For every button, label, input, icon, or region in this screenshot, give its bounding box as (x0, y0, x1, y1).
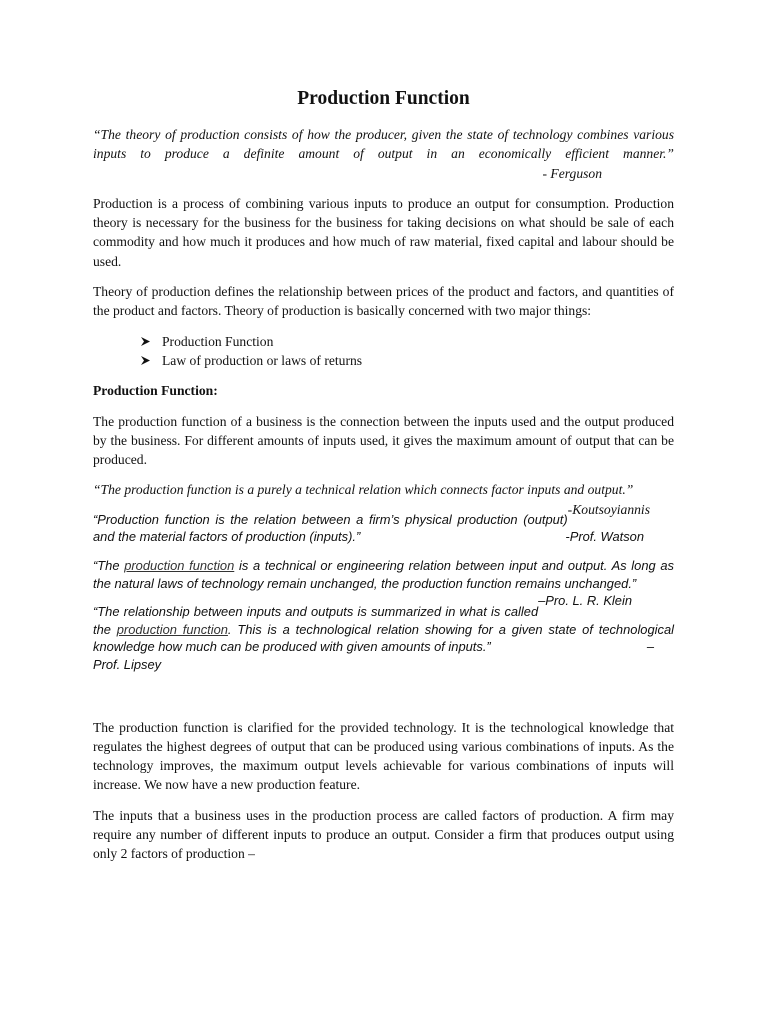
document-page (93, 86, 674, 875)
page-title: Production Function (297, 88, 470, 109)
ferguson-quote-text: “The theory of production consists of how the producer, given the state of technology combines various inputs to produce a definite amount of output in an economically efficient manner.” (93, 127, 674, 162)
production-function-link[interactable]: production function (116, 621, 228, 637)
spacer (93, 685, 674, 718)
bullet-text: Production Function (162, 333, 274, 349)
klein-quote-post: is a technical or engineering relation between input and output. As long as the natural laws of technology remain unchanged, the production function remains unchanged.” (93, 557, 674, 591)
koutsoyiannis-attribution: -Koutsoyiannis (567, 501, 650, 517)
paragraph-production-function-definition: The production function of a business is the connection between the inputs used and the output produced by the business. For different amounts of inputs used, it gives the maximum amount of output that can be produced. (93, 413, 674, 468)
production-function-link[interactable]: production function (124, 557, 235, 573)
arrowhead-bullet-icon (140, 355, 162, 366)
watson-attribution: -Prof. Watson (565, 529, 644, 545)
paragraph-production-process: Production is a process of combining various inputs to produce an output for consumption. Production theory is necessary for the business for the business for taking decisions on what should be sale of each commodity and how much it produces and how much of raw material, fixed capital and labour should be used. (93, 195, 674, 269)
list-item (140, 351, 674, 370)
lipsey-attribution: Prof. Lipsey (93, 656, 162, 672)
arrowhead-bullet-icon (140, 336, 162, 347)
ferguson-attribution: - Ferguson (542, 165, 602, 181)
klein-attribution: –Pro. L. R. Klein (538, 593, 632, 609)
list-item (140, 332, 674, 351)
paragraph-theory-of-production: Theory of production defines the relationship between prices of the product and factors, and quantities of the product and factors. Theory of production is basically concerned with two major things: (93, 284, 674, 319)
watson-quote-text: “Production function is the relation between a firm’s physical production (output) and the material factors of production (inputs).” (93, 511, 568, 545)
bullet-list (93, 332, 674, 371)
koutsoyiannis-quote (93, 480, 674, 517)
klein-quote-pre: “The (93, 557, 125, 573)
lipsey-quote-pre: “The relationship between inputs and outputs is summarized in what is called the (93, 604, 539, 637)
bullet-text: Law of production or laws of returns (162, 352, 363, 368)
klein-quote (93, 557, 674, 609)
lipsey-quote-post: . This is a technological relation showing for a given state of technological knowledge how much can be produced with given amounts of inputs.” (93, 621, 674, 655)
paragraph-technology: The production function is clarified for the provided technology. It is the technological knowledge that regulates the highest degrees of output that can be produced using various combinations of inputs. As the technology improves, the maximum output levels achievable for various combinations of inputs will increase. We now have a new production feature. (93, 719, 674, 793)
lipsey-dash: – (646, 639, 654, 655)
section-heading: Production Function: (93, 383, 218, 399)
koutsoyiannis-quote-text: “The production function is a purely a technical relation which connects factor inputs and output.” (93, 482, 634, 498)
paragraph-factors-of-production: The inputs that a business uses in the production process are called factors of production. A firm may require any number of different inputs to produce an output. Consider a firm that produces output using only 2 factors of production – (93, 807, 674, 862)
lipsey-quote (93, 603, 674, 673)
ferguson-quote (93, 125, 674, 183)
